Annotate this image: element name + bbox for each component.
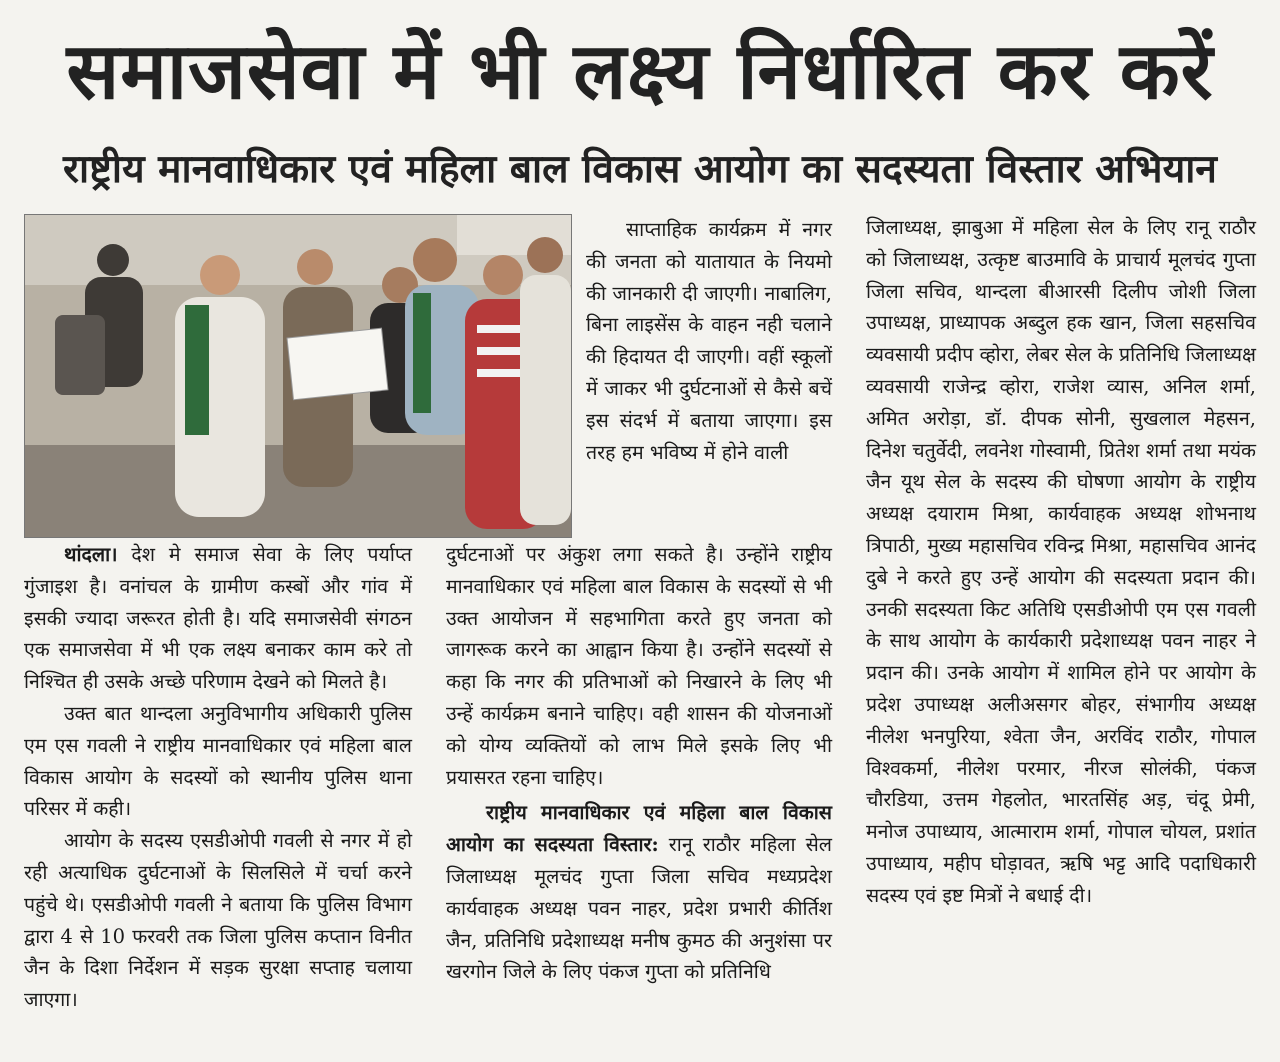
headline: समाजसेवा में भी लक्ष्य निर्धारित कर करें — [66, 27, 1214, 117]
dateline: थांदला। — [64, 543, 118, 566]
paragraph: दुर्घटनाओं पर अंकुश लगा सकते है। उन्होंने राष्ट्रीय मानवाधिकार एवं महिला बाल विकास के सदस्यों से भी उक्त आयोजन में सहभागिता करते हुए जनता को जागरूक करने का आह्वान किया है। उन्होंने सदस्यों से कहा कि नगर की प्रतिभाओं को निखारने के लिए भी उन्हें कार्यक्रम बनाने चाहिए। वही शासन की योजनाओं को योग्य व्यक्तियों को लाभ मिले इसके लिए भी प्रयासरत रहना चाहिए। — [446, 543, 832, 789]
paragraph: उक्त बात थान्दला अनुविभागीय अधिकारी पुलिस एम एस गवली ने राष्ट्रीय मानवाधिकार एवं महिला बाल विकास आयोग के सदस्यों को स्थानीय पुलिस थाना परिसर में कही। — [24, 701, 412, 821]
section-heading: राष्ट्रीय मानवाधिकार एवं महिला बाल विकास आयोग का सदस्यता विस्तार: — [446, 801, 832, 857]
paragraph: जिलाध्यक्ष, झाबुआ में महिला सेल के लिए रानू राठौर को जिलाध्यक्ष, उत्कृष्ट बाउमावि के प्राचार्य मूलचंद गुप्ता जिला सचिव, थान्दला बीआरसी दिलीप जोशी जिला उपाध्यक्ष, प्राध्यापक अब्दुल हक खान, जिला सहसचिव व्यवसायी प्रदीप व्होरा, लेबर सेल के प्रतिनिधि जिलाध्यक्ष व्यवसायी राजेन्द्र व्होरा, राजेश व्यास, अनिल शर्मा, अमित अरोड़ा, डॉ. दीपक सोनी, सुखलाल मेहसन, दिनेश चतुर्वेदी, लवनेश गोस्वामी, प्रितेश शर्मा तथा मयंक जैन यूथ सेल के सदस्य की घोषणा आयोग के राष्ट्रीय अध्यक्ष दयाराम मिश्रा, कार्यवाहक अध्यक्ष शोभनाथ त्रिपाठी, मुख्य महासचिव रविन्द्र मिश्रा, महासचिव आनंद दुबे ने करते हुए उन्हें आयोग की सदस्यता प्रदान की। उनकी सदस्यता किट अतिथि एसडीओपी एम एस गवली के साथ आयोग के कार्यकारी प्रदेशाध्यक्ष पवन नाहर ने प्रदान की। उनके आयोग में शामिल होने पर आयोग के प्रदेश उपाध्यक्ष अलीअसगर बोहर, संभागीय अध्यक्ष नीलेश भनपुरिया, श्वेता जैन, अरविंद राठौर, गोपाल विश्वकर्मा, नीलेश परमार, नीरज सोलंकी, पंकज चौरडिया, उत्तम गेहलोत, भारतसिंह अड़, चंदू प्रेमी, मनोज उपाध्याय, आत्माराम शर्मा, गोपाल चोयल, प्रशांत उपाध्याय, महीप घोड़ावत, ऋषि भट्ट आदि पदाधिकारी सदस्य एवं इष्ट मित्रों ने बधाई दी। — [866, 216, 1256, 907]
column-2-top — [586, 214, 832, 468]
paragraph-intro — [24, 539, 412, 698]
paragraph: साप्ताहिक कार्यक्रम में नगर की जनता को यातायात के नियमो की जानकारी दी जाएगी। नाबालिग, बिना लाइसेंस के वाहन नही चलाने की हिदायत दी जाएगी। वहीं स्कूलों में जाकर भी दुर्घटनाओं से कैसे बचें इस संदर्भ में बताया जाएगा। इस तरह हम भविष्य में होने वाली — [586, 218, 832, 464]
news-photo-illustration — [25, 215, 571, 537]
column-3 — [866, 212, 1256, 912]
news-photo — [24, 214, 572, 538]
paragraph-text: देश मे समाज सेवा के लिए पर्याप्त गुंजाइश है। वनांचल के ग्रामीण कस्बों और गांव में इसकी ज्यादा जरूरत होती है। यदि समाजसेवी संगठन एक समाजसेवा में भी एक लक्ष्य बनाकर काम करे तो निश्चित ही उसके अच्छे परिणाम देखने को मिलते है। — [24, 543, 412, 694]
subheadline: राष्ट्रीय मानवाधिकार एवं महिला बाल विकास आयोग का सदस्यता विस्तार अभियान — [63, 147, 1217, 192]
paragraph-section — [446, 797, 832, 988]
column-2 — [446, 539, 832, 988]
paragraph: आयोग के सदस्य एसडीओपी गवली से नगर में हो रही अत्याधिक दुर्घटनाओं के सिलसिले में चर्चा करने पहुंचे थे। एसडीओपी गवली ने बताया कि पुलिस विभाग द्वारा 4 से 10 फरवरी तक जिला पुलिस कप्तान विनीत जैन के दिशा निर्देशन में सड़क सुरक्षा सप्ताह चलाया जाएगा। — [24, 829, 412, 1012]
paragraph-text: रानू राठौर महिला सेल जिलाध्यक्ष मूलचंद गुप्ता जिला सचिव मध्यप्रदेश कार्यवाहक अध्यक्ष पवन नाहर, प्रदेश प्रभारी कीर्तिश जैन, प्रतिनिधि प्रदेशाध्यक्ष मनीष कुमठ की अनुशंसा पर खरगोन जिले के लिए पंकज गुप्ता को प्रतिनिधि — [446, 833, 833, 984]
column-1 — [24, 539, 412, 1016]
